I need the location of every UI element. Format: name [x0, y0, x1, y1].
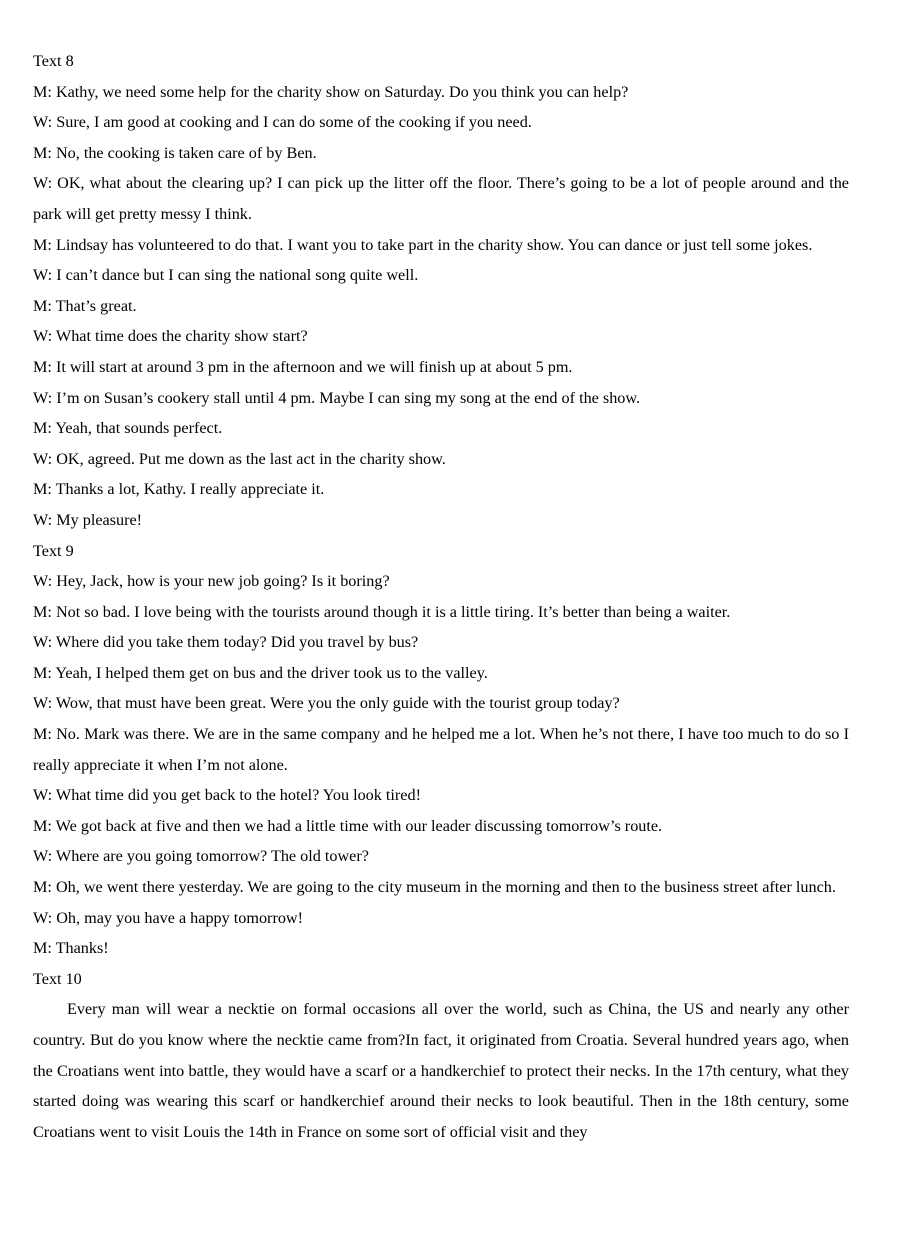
- dialogue-line: W: What time does the charity show start?: [33, 327, 308, 346]
- document-page: [33, 46, 849, 1147]
- dialogue-line: W: Hey, Jack, how is your new job going? Is it boring?: [33, 572, 390, 591]
- dialogue-line: M: Kathy, we need some help for the charity show on Saturday. Do you think you can help?: [33, 82, 629, 101]
- section-heading-text-9: Text 9: [33, 541, 74, 560]
- dialogue-line: W: I’m on Susan’s cookery stall until 4 pm. Maybe I can sing my song at the end of the show.: [33, 388, 641, 407]
- dialogue-line: M: Yeah, that sounds perfect.: [33, 419, 223, 438]
- dialogue-line: W: Where are you going tomorrow? The old tower?: [33, 847, 369, 866]
- dialogue-line: M: Lindsay has volunteered to do that. I want you to take part in the charity show. You can dance or just tell some jokes.: [33, 235, 813, 254]
- dialogue-line: M: Yeah, I helped them get on bus and the driver took us to the valley.: [33, 663, 488, 682]
- dialogue-line: M: It will start at around 3 pm in the afternoon and we will finish up at about 5 pm.: [33, 357, 573, 376]
- dialogue-line: W: What time did you get back to the hotel? You look tired!: [33, 786, 421, 805]
- dialogue-line: W: OK, what about the clearing up? I can pick up the litter off the floor. There’s going to be a lot of people around and the park will get pretty messy I think.: [33, 174, 849, 223]
- passage-paragraph: Every man will wear a necktie on formal occasions all over the world, such as China, the US and nearly any other country. But do you know where the necktie came from?In fact, it originated from Croatia. Several hundred years ago, when the Croatians went into battle, they would have a scarf or a handkerchief to protect their necks. In the 17th century, what they started doing was wearing this scarf or handkerchief around their necks to look beautiful. Then in the 18th century, some Croatians went to visit Louis the 14th in France on some sort of official visit and they: [33, 1000, 849, 1141]
- dialogue-line: W: My pleasure!: [33, 510, 143, 529]
- dialogue-line: M: Oh, we went there yesterday. We are going to the city museum in the morning and then to the business street after lunch.: [33, 878, 836, 897]
- dialogue-line: W: Where did you take them today? Did you travel by bus?: [33, 633, 419, 652]
- dialogue-line: M: Thanks!: [33, 939, 109, 958]
- dialogue-line: M: Not so bad. I love being with the tourists around though it is a little tiring. It’s better than being a waiter.: [33, 602, 731, 621]
- dialogue-line: M: We got back at five and then we had a little time with our leader discussing tomorrow’s route.: [33, 816, 663, 835]
- dialogue-line: W: OK, agreed. Put me down as the last act in the charity show.: [33, 449, 446, 468]
- dialogue-line: W: Sure, I am good at cooking and I can do some of the cooking if you need.: [33, 113, 532, 132]
- dialogue-line: W: Wow, that must have been great. Were you the only guide with the tourist group today?: [33, 694, 620, 713]
- dialogue-line: M: That’s great.: [33, 296, 137, 315]
- dialogue-line: M: No, the cooking is taken care of by Ben.: [33, 143, 317, 162]
- dialogue-line: M: Thanks a lot, Kathy. I really appreciate it.: [33, 480, 325, 499]
- section-heading-text-10: Text 10: [33, 969, 82, 988]
- dialogue-line: W: I can’t dance but I can sing the national song quite well.: [33, 266, 419, 285]
- section-heading-text-8: Text 8: [33, 52, 74, 70]
- dialogue-line: W: Oh, may you have a happy tomorrow!: [33, 908, 304, 927]
- dialogue-line: M: No. Mark was there. We are in the same company and he helped me a lot. When he’s not there, I have too much to do so I really appreciate it when I’m not alone.: [33, 725, 849, 774]
